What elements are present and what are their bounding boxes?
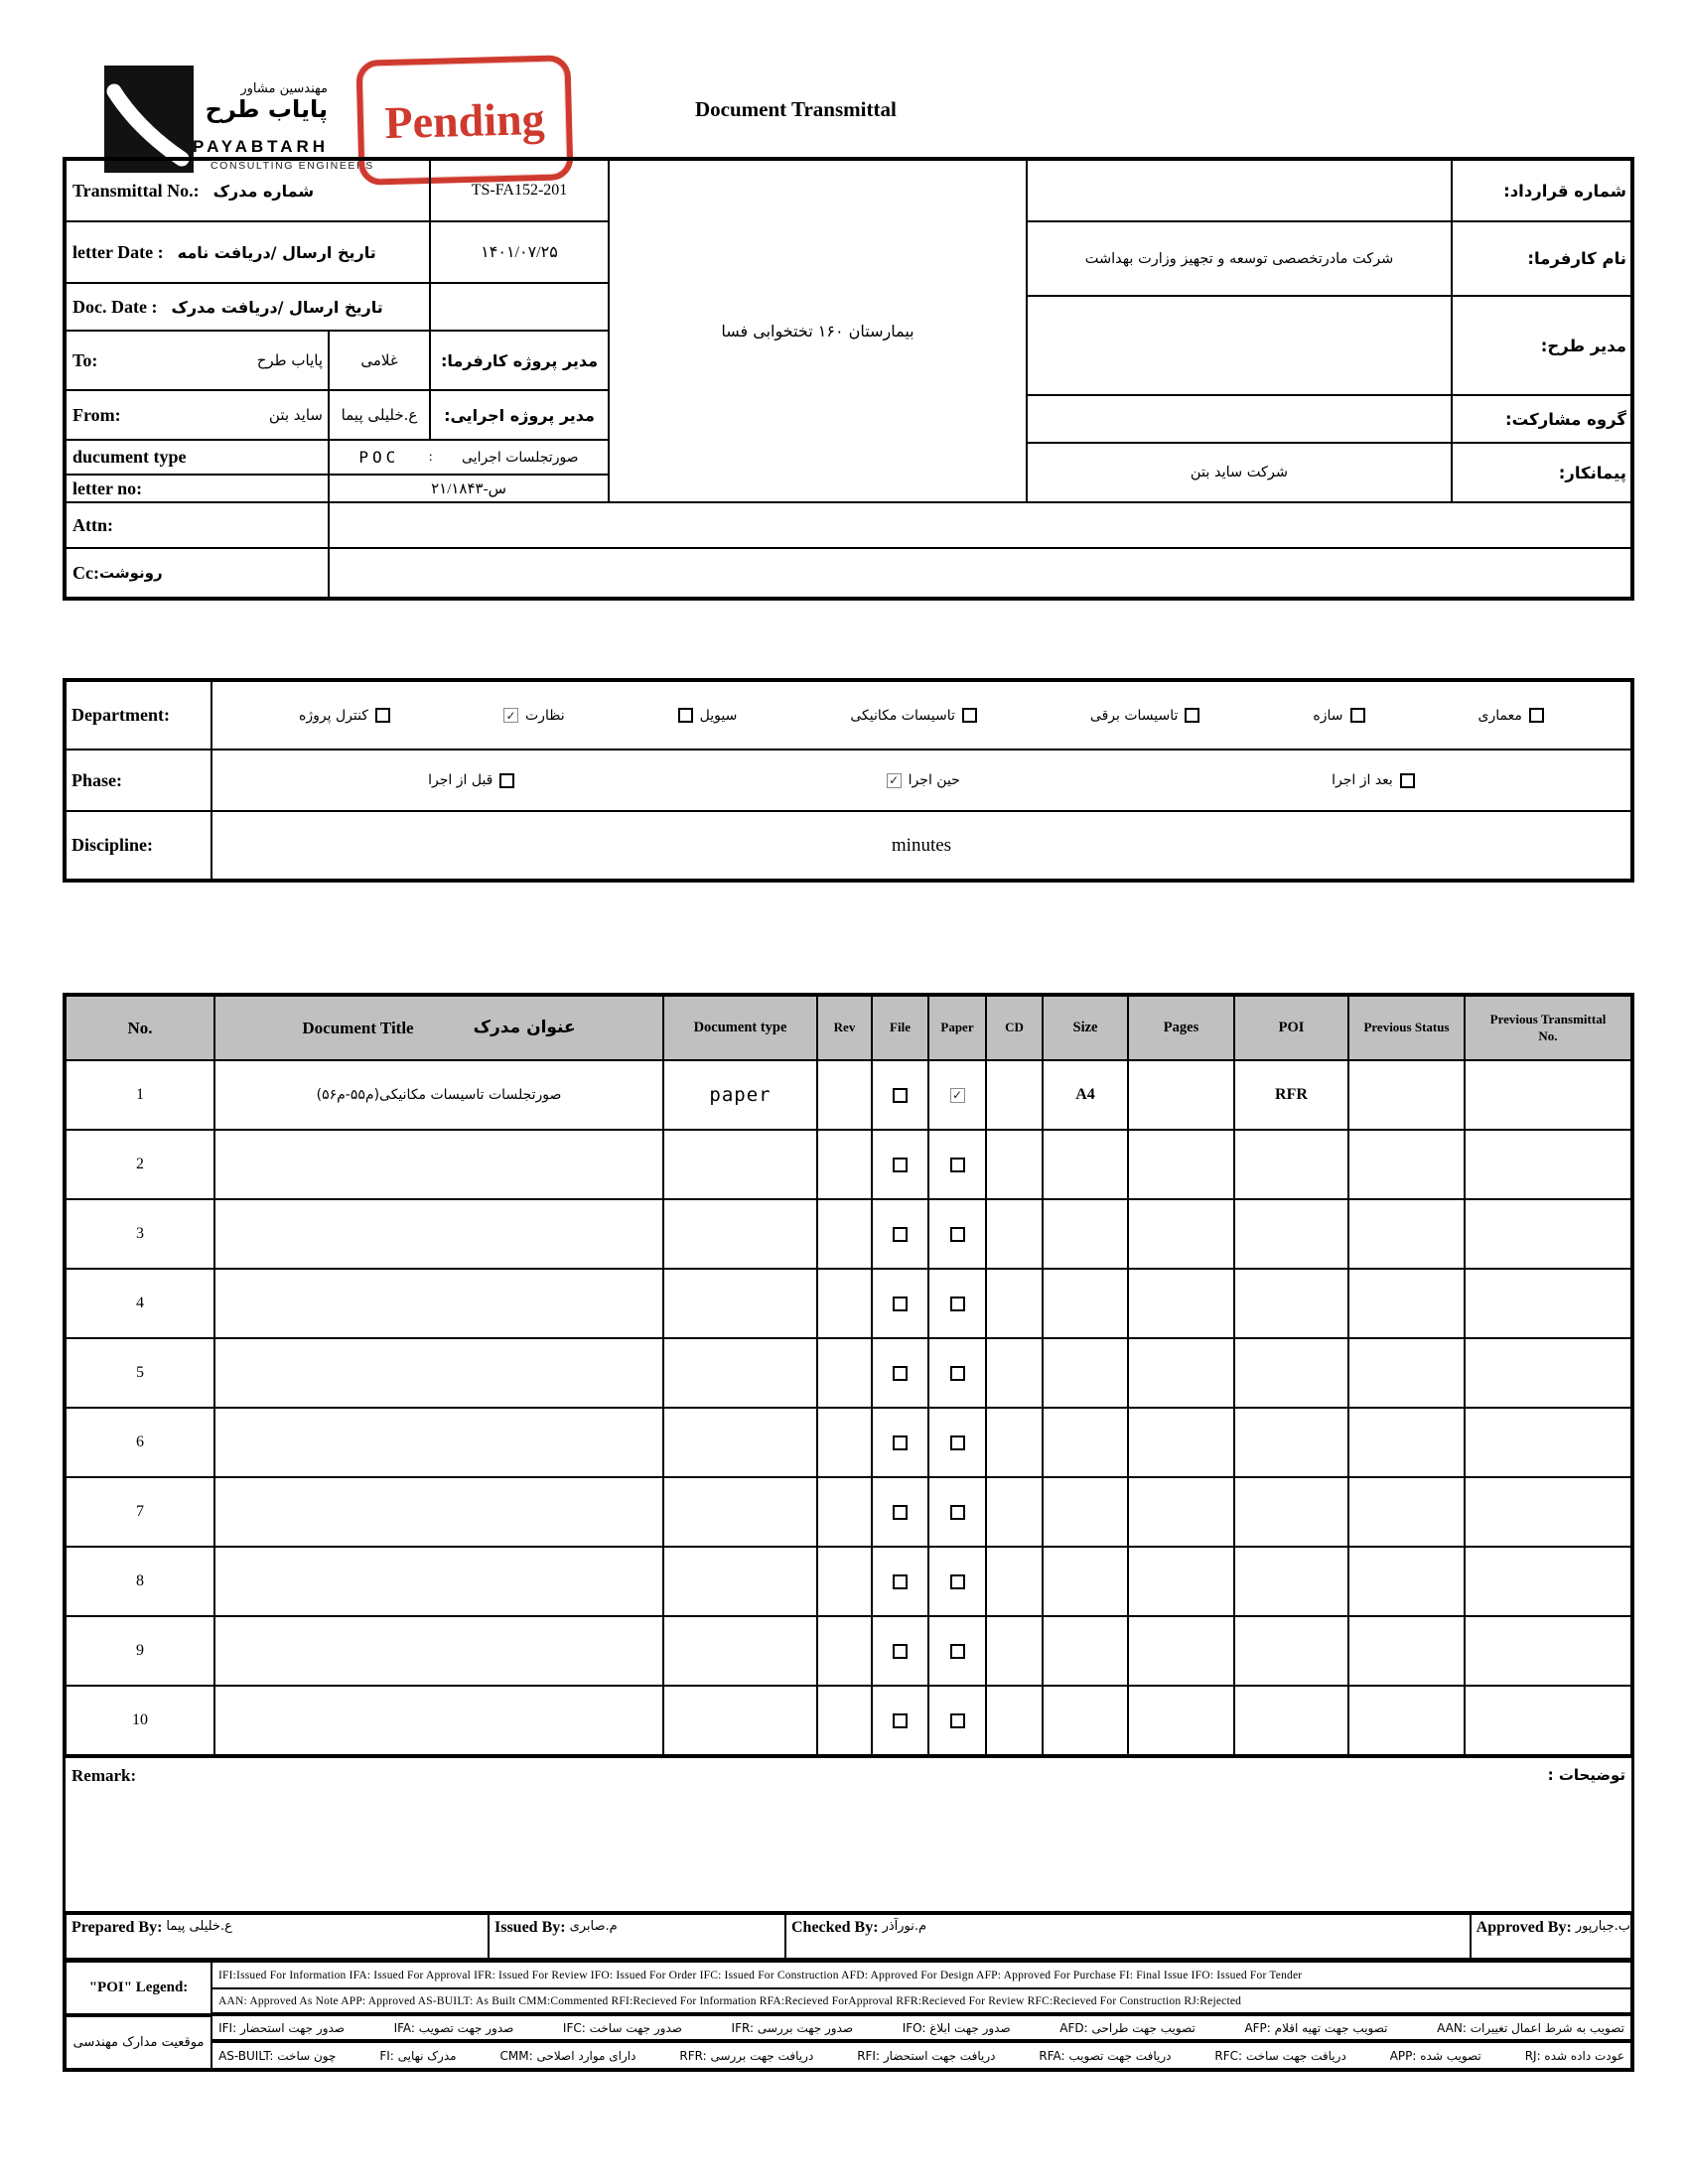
row-file bbox=[872, 1686, 928, 1755]
top-upper-section bbox=[66, 160, 1631, 502]
document-table-row bbox=[66, 1686, 1631, 1755]
phase-option-label: حین اجرا bbox=[908, 772, 960, 788]
department-checkbox[interactable] bbox=[503, 708, 518, 723]
row-doc-type bbox=[663, 1130, 817, 1199]
row-cd bbox=[986, 1686, 1043, 1755]
legend-fa-item: RFI: دریافت جهت استحضار bbox=[857, 2048, 996, 2063]
signature-cell bbox=[66, 1914, 489, 1959]
attn-row bbox=[66, 502, 1631, 548]
row-paper bbox=[928, 1269, 986, 1338]
top-left-grid bbox=[66, 160, 609, 502]
row-cd bbox=[986, 1060, 1043, 1130]
row-title bbox=[214, 1547, 663, 1616]
row-prev-transmittal bbox=[1465, 1686, 1631, 1755]
row-paper bbox=[928, 1616, 986, 1686]
discipline-value: minutes bbox=[211, 811, 1631, 880]
phase-checkbox[interactable] bbox=[1400, 773, 1415, 788]
document-type-colon: : bbox=[428, 449, 433, 465]
legend-fa-item: RJ: عودت داده شده bbox=[1524, 2048, 1624, 2063]
row-paper bbox=[928, 1686, 986, 1755]
col-header-poi: POI bbox=[1234, 996, 1348, 1060]
department-option bbox=[503, 708, 565, 724]
attn-label: Attn: bbox=[66, 502, 329, 548]
document-table-row bbox=[66, 1060, 1631, 1130]
row-cd bbox=[986, 1130, 1043, 1199]
document-type-code: POC bbox=[358, 448, 400, 467]
department-checkbox[interactable] bbox=[962, 708, 977, 723]
department-checkbox[interactable] bbox=[1529, 708, 1544, 723]
row-title bbox=[214, 1408, 663, 1477]
legend-fa-item: FI: مدرک نهایی bbox=[379, 2048, 457, 2063]
department-option-label: معماری bbox=[1477, 707, 1522, 724]
letter-no-label: letter no: bbox=[66, 475, 329, 502]
file-checkbox[interactable] bbox=[893, 1644, 908, 1659]
signature-cell bbox=[1471, 1914, 1631, 1959]
signature-cell bbox=[785, 1914, 1471, 1959]
department-option-label: سیویل bbox=[699, 707, 738, 724]
row-cd bbox=[986, 1477, 1043, 1547]
row-size bbox=[1043, 1547, 1128, 1616]
document-table-row bbox=[66, 1338, 1631, 1408]
department-option bbox=[850, 708, 977, 724]
to-value-fa: پایاب طرح bbox=[256, 351, 323, 369]
row-doc-type bbox=[663, 1616, 817, 1686]
row-rev bbox=[817, 1408, 872, 1477]
phase-option-label: بعد از اجرا bbox=[1332, 772, 1393, 788]
to-role-label: مدیر پروژه کارفرما: bbox=[430, 331, 609, 390]
row-rev bbox=[817, 1338, 872, 1408]
row-poi bbox=[1234, 1408, 1348, 1477]
row-cd bbox=[986, 1408, 1043, 1477]
legend-fa-item: IFR: صدور جهت بررسی bbox=[731, 2020, 854, 2035]
row-poi bbox=[1234, 1686, 1348, 1755]
paper-checkbox[interactable] bbox=[950, 1644, 965, 1659]
doc-date-label: Doc. Date : تاریخ ارسال /دریافت مدرک bbox=[66, 283, 430, 331]
document-table-row bbox=[66, 1477, 1631, 1547]
row-size bbox=[1043, 1199, 1128, 1269]
department-checkbox[interactable] bbox=[1185, 708, 1199, 723]
row-prev-status bbox=[1348, 1060, 1465, 1130]
file-checkbox[interactable] bbox=[893, 1366, 908, 1381]
file-checkbox[interactable] bbox=[893, 1505, 908, 1520]
legend-fa-line2 bbox=[211, 2042, 1631, 2069]
row-doc-type bbox=[663, 1199, 817, 1269]
row-doc-type: paper bbox=[663, 1060, 817, 1130]
row-title bbox=[214, 1338, 663, 1408]
paper-checkbox[interactable] bbox=[950, 1713, 965, 1728]
legend-fa-item: APP: تصویب شده bbox=[1389, 2048, 1481, 2063]
top-right-label: نام کارفرما: bbox=[1452, 221, 1631, 296]
row-pages bbox=[1128, 1547, 1234, 1616]
row-rev bbox=[817, 1616, 872, 1686]
row-poi bbox=[1234, 1616, 1348, 1686]
remark-section bbox=[66, 1755, 1631, 1911]
row-no: 9 bbox=[66, 1616, 214, 1686]
row-title bbox=[214, 1616, 663, 1686]
row-prev-status bbox=[1348, 1130, 1465, 1199]
row-rev bbox=[817, 1199, 872, 1269]
row-pages bbox=[1128, 1269, 1234, 1338]
logo-company-name-fa bbox=[197, 81, 328, 122]
col-header-prev-transmittal: Previous Transmittal No. bbox=[1465, 996, 1631, 1060]
row-pages bbox=[1128, 1477, 1234, 1547]
classification-table bbox=[63, 678, 1634, 883]
signature-label: Checked By: bbox=[791, 1919, 879, 1936]
row-prev-status bbox=[1348, 1547, 1465, 1616]
phase-checkbox[interactable] bbox=[887, 773, 902, 788]
top-right-value bbox=[1027, 160, 1452, 221]
row-file bbox=[872, 1199, 928, 1269]
cc-value bbox=[329, 548, 1631, 598]
document-type-label: ducument type bbox=[66, 440, 329, 475]
col-header-prev-status: Previous Status bbox=[1348, 996, 1465, 1060]
row-cd bbox=[986, 1616, 1043, 1686]
department-option-label: تاسیسات مکانیکی bbox=[850, 707, 955, 724]
row-no: 1 bbox=[66, 1060, 214, 1130]
row-rev bbox=[817, 1686, 872, 1755]
row-no: 6 bbox=[66, 1408, 214, 1477]
row-no: 3 bbox=[66, 1199, 214, 1269]
row-size bbox=[1043, 1338, 1128, 1408]
legend-fa-item: AS-BUILT: چون ساخت bbox=[218, 2048, 337, 2063]
row-title: صورتجلسات تاسیسات مکانیکی(م۵۵-م۵۶) bbox=[214, 1060, 663, 1130]
legend-fa-item: IFI: صدور جهت استحضار bbox=[218, 2020, 345, 2035]
row-paper bbox=[928, 1547, 986, 1616]
row-size bbox=[1043, 1477, 1128, 1547]
row-poi: RFR bbox=[1234, 1060, 1348, 1130]
transmittal-no-value: TS-FA152-201 bbox=[430, 160, 609, 221]
logo-company-name-en: PAYABTARH bbox=[193, 137, 330, 156]
project-name: بیمارستان ۱۶۰ تختخوابی فسا bbox=[721, 322, 914, 341]
row-rev bbox=[817, 1060, 872, 1130]
discipline-label: Discipline: bbox=[66, 811, 211, 880]
paper-checkbox[interactable] bbox=[950, 1574, 965, 1589]
row-poi bbox=[1234, 1199, 1348, 1269]
row-pages bbox=[1128, 1130, 1234, 1199]
col-header-no: No. bbox=[66, 996, 214, 1060]
row-no: 8 bbox=[66, 1547, 214, 1616]
col-header-cd: CD bbox=[986, 996, 1043, 1060]
remark-label-fa: توضیحات : bbox=[1547, 1766, 1625, 1784]
row-paper bbox=[928, 1338, 986, 1408]
cc-row bbox=[66, 548, 1631, 598]
row-rev bbox=[817, 1269, 872, 1338]
row-prev-transmittal bbox=[1465, 1338, 1631, 1408]
row-no: 7 bbox=[66, 1477, 214, 1547]
row-prev-status bbox=[1348, 1686, 1465, 1755]
legend-fa-item: AFD: تصویب جهت طراحی bbox=[1059, 2020, 1196, 2035]
legend-en-line1: IFI:Issued For Information IFA: Issued For Approval IFR: Issued For Review IFO: Issued For Order IFC: Issued For Construction AFD: Approved For Design AFP: Approved For Purchase FI: Final Issue IFO: Issued For Tender bbox=[211, 1962, 1631, 1988]
transmittal-no-label: Transmittal No.: شماره مدرک bbox=[66, 160, 430, 221]
signature-name: م.صابری bbox=[569, 1919, 618, 1934]
file-checkbox[interactable] bbox=[893, 1435, 908, 1450]
row-rev bbox=[817, 1477, 872, 1547]
transmittal-info-table bbox=[63, 157, 1634, 601]
phase-option bbox=[887, 772, 960, 788]
row-paper bbox=[928, 1477, 986, 1547]
to-person: غلامی bbox=[329, 331, 430, 390]
top-right-label: شماره قرارداد: bbox=[1452, 160, 1631, 221]
row-doc-type bbox=[663, 1686, 817, 1755]
legend-fa-item: IFA: صدور جهت تصویب bbox=[393, 2020, 514, 2035]
row-paper bbox=[928, 1130, 986, 1199]
row-cd bbox=[986, 1547, 1043, 1616]
row-doc-type bbox=[663, 1269, 817, 1338]
phase-option bbox=[428, 772, 514, 788]
paper-checkbox[interactable] bbox=[950, 1158, 965, 1172]
department-option bbox=[299, 708, 390, 724]
row-pages bbox=[1128, 1199, 1234, 1269]
row-prev-transmittal bbox=[1465, 1060, 1631, 1130]
row-cd bbox=[986, 1269, 1043, 1338]
legend-en-line2: AAN: Approved As Note APP: Approved AS-BUILT: As Built CMM:Commented RFI:Recieved For Information RFA:Recieved ForApproval RFR:Recieved For Review RFC:Recieved For Construction RJ:Rejected bbox=[211, 1988, 1631, 2015]
row-file bbox=[872, 1616, 928, 1686]
phase-label: Phase: bbox=[66, 750, 211, 811]
row-rev bbox=[817, 1547, 872, 1616]
col-header-title: Document Title عنوان مدرک bbox=[214, 996, 663, 1060]
row-doc-type bbox=[663, 1408, 817, 1477]
department-option bbox=[1313, 708, 1364, 724]
row-doc-type bbox=[663, 1547, 817, 1616]
phase-checkbox[interactable] bbox=[499, 773, 514, 788]
from-value-fa: ساید بتن bbox=[268, 406, 323, 424]
department-option-label: نظارت bbox=[525, 707, 565, 724]
department-label: Department: bbox=[66, 681, 211, 750]
file-checkbox[interactable] bbox=[893, 1227, 908, 1242]
row-no: 5 bbox=[66, 1338, 214, 1408]
row-file bbox=[872, 1408, 928, 1477]
row-title bbox=[214, 1269, 663, 1338]
from-person: ع.خلیلی پیما bbox=[329, 390, 430, 440]
top-right-label: مدیر طرح: bbox=[1452, 296, 1631, 395]
legend-fa-item: AFP: تصویب جهت تهیه اقلام bbox=[1244, 2020, 1388, 2035]
col-header-file: File bbox=[872, 996, 928, 1060]
document-table-body bbox=[66, 1060, 1631, 1755]
legend-fa-item: RFC: دریافت جهت ساخت bbox=[1214, 2048, 1346, 2063]
department-checkbox[interactable] bbox=[678, 708, 693, 723]
row-prev-status bbox=[1348, 1477, 1465, 1547]
top-right-value bbox=[1027, 296, 1452, 395]
cc-label: Cc: رونوشت bbox=[66, 548, 329, 598]
paper-checkbox[interactable] bbox=[950, 1366, 965, 1381]
signature-label: Approved By: bbox=[1476, 1919, 1572, 1936]
signature-name: ع.خلیلی پیما bbox=[166, 1919, 232, 1934]
row-file bbox=[872, 1547, 928, 1616]
row-poi bbox=[1234, 1338, 1348, 1408]
legend-fa-item: IFC: صدور جهت ساخت bbox=[562, 2020, 682, 2035]
legend-fa-item: IFO: صدور جهت ابلاغ bbox=[902, 2020, 1011, 2035]
department-option bbox=[1090, 708, 1199, 724]
row-size bbox=[1043, 1130, 1128, 1199]
from-cell: From: ساید بتن bbox=[66, 390, 329, 440]
letter-date-label: letter Date : تاریخ ارسال /دریافت نامه bbox=[66, 221, 430, 283]
row-prev-status bbox=[1348, 1408, 1465, 1477]
row-title bbox=[214, 1130, 663, 1199]
row-title bbox=[214, 1477, 663, 1547]
row-no: 2 bbox=[66, 1130, 214, 1199]
legend-fa-item: CMM: دارای موارد اصلاحی bbox=[499, 2048, 636, 2063]
row-paper bbox=[928, 1060, 986, 1130]
row-cd bbox=[986, 1338, 1043, 1408]
top-right-grid bbox=[1027, 160, 1631, 502]
phase-row bbox=[66, 750, 1631, 811]
legend-fa-item: RFR: دریافت جهت بررسی bbox=[679, 2048, 814, 2063]
document-table-row bbox=[66, 1616, 1631, 1686]
department-row bbox=[66, 681, 1631, 750]
row-prev-transmittal bbox=[1465, 1130, 1631, 1199]
letter-no-value: ۲۱/۱۸۴۳-س bbox=[329, 475, 609, 502]
legend-fa-line1 bbox=[211, 2015, 1631, 2042]
row-title bbox=[214, 1686, 663, 1755]
legend-section bbox=[66, 1959, 1631, 2069]
from-role-label: مدیر پروژه اجرایی: bbox=[430, 390, 609, 440]
department-option-label: تاسیسات برقی bbox=[1089, 707, 1179, 724]
row-file bbox=[872, 1338, 928, 1408]
row-doc-type bbox=[663, 1477, 817, 1547]
row-prev-transmittal bbox=[1465, 1269, 1631, 1338]
paper-checkbox[interactable] bbox=[950, 1227, 965, 1242]
col-header-size: Size bbox=[1043, 996, 1128, 1060]
poi-legend-label: "POI" Legend: bbox=[66, 1962, 211, 2016]
col-header-pages: Pages bbox=[1128, 996, 1234, 1060]
signature-row bbox=[66, 1911, 1631, 1959]
row-prev-transmittal bbox=[1465, 1408, 1631, 1477]
row-pages bbox=[1128, 1060, 1234, 1130]
file-checkbox[interactable] bbox=[893, 1713, 908, 1728]
paper-checkbox[interactable] bbox=[950, 1505, 965, 1520]
paper-checkbox[interactable] bbox=[950, 1088, 965, 1103]
row-prev-status bbox=[1348, 1616, 1465, 1686]
document-table-row bbox=[66, 1199, 1631, 1269]
row-doc-type bbox=[663, 1338, 817, 1408]
row-paper bbox=[928, 1408, 986, 1477]
paper-checkbox[interactable] bbox=[950, 1297, 965, 1311]
top-right-value bbox=[1027, 395, 1452, 443]
row-prev-transmittal bbox=[1465, 1477, 1631, 1547]
signature-label: Prepared By: bbox=[71, 1919, 163, 1936]
row-pages bbox=[1128, 1686, 1234, 1755]
phase-options bbox=[211, 750, 1631, 811]
row-size bbox=[1043, 1616, 1128, 1686]
department-option bbox=[678, 708, 738, 724]
to-cell: To: پایاب طرح bbox=[66, 331, 329, 390]
department-option-label: کنترل پروژه bbox=[299, 707, 368, 724]
document-type-fa: صورتجلسات اجرایی bbox=[462, 449, 579, 466]
department-checkbox[interactable] bbox=[375, 708, 390, 723]
row-prev-status bbox=[1348, 1338, 1465, 1408]
row-title bbox=[214, 1199, 663, 1269]
signature-name: م.نورآذر bbox=[882, 1919, 927, 1934]
paper-checkbox[interactable] bbox=[950, 1435, 965, 1450]
row-file bbox=[872, 1130, 928, 1199]
phase-option-label: قبل از اجرا bbox=[428, 772, 493, 788]
top-right-label: گروه مشارکت: bbox=[1452, 395, 1631, 443]
discipline-row bbox=[66, 811, 1631, 880]
legend-fa-item: RFA: دریافت جهت تصویب bbox=[1039, 2048, 1172, 2063]
letter-date-value: ۱۴۰۱/۰۷/۲۵ bbox=[430, 221, 609, 283]
department-options bbox=[211, 681, 1631, 750]
row-file bbox=[872, 1060, 928, 1130]
row-pages bbox=[1128, 1616, 1234, 1686]
document-type-value bbox=[329, 440, 609, 475]
row-file bbox=[872, 1269, 928, 1338]
row-prev-status bbox=[1348, 1269, 1465, 1338]
col-header-doc-type: Document type bbox=[663, 996, 817, 1060]
file-checkbox[interactable] bbox=[893, 1297, 908, 1311]
col-header-paper: Paper bbox=[928, 996, 986, 1060]
row-size: A4 bbox=[1043, 1060, 1128, 1130]
document-table-row bbox=[66, 1130, 1631, 1199]
col-header-rev: Rev bbox=[817, 996, 872, 1060]
remark-label-en: Remark: bbox=[71, 1766, 137, 1785]
fa-legend-label: موقعیت مدارک مهندسی bbox=[66, 2016, 211, 2069]
legend-lines bbox=[211, 1962, 1631, 2069]
row-prev-transmittal bbox=[1465, 1616, 1631, 1686]
logo-fa-line2: پایاب طرح bbox=[205, 95, 328, 123]
row-no: 4 bbox=[66, 1269, 214, 1338]
top-right-label: پیمانکار: bbox=[1452, 443, 1631, 502]
row-paper bbox=[928, 1199, 986, 1269]
doc-date-value bbox=[430, 283, 609, 331]
project-name-cell bbox=[609, 160, 1027, 502]
legend-labels-column bbox=[66, 1962, 211, 2069]
attn-value bbox=[329, 502, 1631, 548]
pending-stamp-text: Pending bbox=[383, 92, 546, 148]
row-poi bbox=[1234, 1477, 1348, 1547]
top-right-value: شرکت مادرتخصصی توسعه و تجهیز وزارت بهداشت bbox=[1027, 221, 1452, 296]
top-right-value: شرکت ساید بتن bbox=[1027, 443, 1452, 502]
document-table-row bbox=[66, 1408, 1631, 1477]
document-table-header bbox=[66, 996, 1631, 1060]
file-checkbox[interactable] bbox=[893, 1574, 908, 1589]
row-size bbox=[1043, 1408, 1128, 1477]
row-prev-transmittal bbox=[1465, 1199, 1631, 1269]
row-poi bbox=[1234, 1547, 1348, 1616]
row-rev bbox=[817, 1130, 872, 1199]
signature-cell bbox=[489, 1914, 785, 1959]
row-pages bbox=[1128, 1408, 1234, 1477]
page-title: Document Transmittal bbox=[695, 97, 897, 121]
document-table-row bbox=[66, 1269, 1631, 1338]
department-option-label: سازه bbox=[1313, 707, 1343, 724]
logo-company-subtitle: CONSULTING ENGINEERS bbox=[211, 160, 374, 172]
department-checkbox[interactable] bbox=[1350, 708, 1365, 723]
row-size bbox=[1043, 1686, 1128, 1755]
file-checkbox[interactable] bbox=[893, 1158, 908, 1172]
document-table-row bbox=[66, 1547, 1631, 1616]
row-size bbox=[1043, 1269, 1128, 1338]
row-prev-status bbox=[1348, 1199, 1465, 1269]
file-checkbox[interactable] bbox=[893, 1088, 908, 1103]
row-pages bbox=[1128, 1338, 1234, 1408]
logo-fa-line1: مهندسین مشاور bbox=[240, 81, 328, 96]
department-option bbox=[1478, 708, 1544, 724]
row-prev-transmittal bbox=[1465, 1547, 1631, 1616]
legend-fa-item: AAN: تصویب به شرط اعمال تغییرات bbox=[1437, 2020, 1624, 2035]
document-list-table bbox=[63, 993, 1634, 2072]
row-cd bbox=[986, 1199, 1043, 1269]
row-poi bbox=[1234, 1269, 1348, 1338]
signature-label: Issued By: bbox=[494, 1919, 566, 1936]
row-file bbox=[872, 1477, 928, 1547]
row-no: 10 bbox=[66, 1686, 214, 1755]
signature-name: ب.جبارپور bbox=[1575, 1919, 1630, 1934]
row-poi bbox=[1234, 1130, 1348, 1199]
phase-option bbox=[1332, 772, 1415, 788]
